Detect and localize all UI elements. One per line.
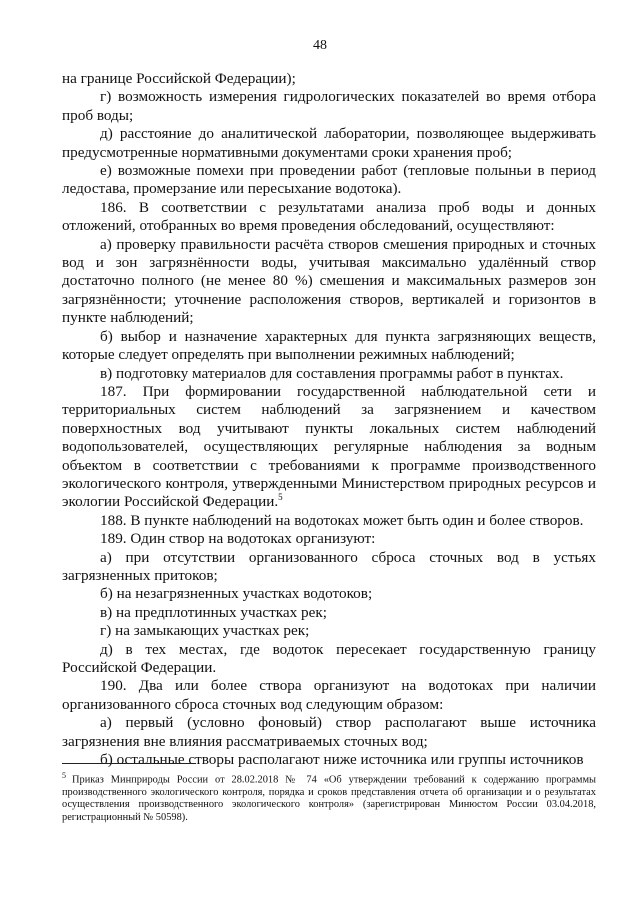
paragraph-189-b: б) на незагрязненных участках водотоков; (100, 585, 373, 603)
paragraph-189-a: а) при отсутствии организованного сброса сточных вод в устьях загрязненных притоков; (62, 548, 596, 584)
paragraph-item-g: г) возможность измерения гидрологических показателей во время отбора проб воды; (62, 88, 596, 124)
paragraph-186-a: а) проверку правильности расчёта створов смешения природных и сточных вод и зон загрязнённости воды, учитывая максимально удалённый створ достаточно полного (не менее 80 %) смешения и максимальных размеров зон загрязнённости; уточнение расположения створов, вертикалей и горизонтов в пункте наблюдений; (62, 235, 596, 327)
paragraph-188: 188. В пункте наблюдений на водотоках может быть один и более створов. (100, 511, 584, 529)
footnote-marker: 5 (62, 771, 66, 780)
paragraph-item-e: е) возможные помехи при проведении работ (тепловые полыньи в период ледостава, промерзание или пересыхание водотока). (62, 162, 596, 198)
paragraph-190-b: б) остальные створы располагают ниже источника или группы источников (100, 751, 584, 769)
footnote-reference: 5 (278, 492, 283, 503)
paragraph-item-d: д) расстояние до аналитической лаборатории, позволяющее выдерживать предусмотренные нормативными документами сроки хранения проб; (62, 125, 596, 161)
body-text (62, 70, 596, 769)
paragraph-187 (62, 383, 596, 512)
paragraph-186: 186. В соответствии с результатами анализа проб воды и донных отложений, отобранных во время проведения обследований, осуществляют: (62, 198, 596, 235)
paragraph-189-g: г) на замыкающих участках рек; (100, 622, 310, 640)
page-number: 48 (313, 38, 327, 53)
paragraph-189-d: д) в тех местах, где водоток пересекает государственную границу Российской Федерации. (62, 640, 596, 676)
footnote (62, 770, 596, 824)
paragraph-189: 189. Один створ на водотоках организуют: (100, 530, 376, 548)
paragraph-continuation: на границе Российской Федерации); (62, 70, 296, 87)
paragraph-190-a: а) первый (условно фоновый) створ располагают выше источника загрязнения вне влияния рассматриваемых сточных вод; (62, 714, 596, 750)
footnote-text: Приказ Минприроды России от 28.02.2018 № 74 «Об утверждении требований к содержанию программы производственного экологического контроля, порядка и сроков представления отчета об организации и о результатах осуществления производственного экологического контроля» (зарегистрирован Минюстом России 03.04.2018, регистрационный № 50598). (62, 774, 596, 823)
paragraph-186-v: в) подготовку материалов для составления программы работ в пунктах. (100, 364, 564, 382)
paragraph-190: 190. Два или более створа организуют на водотоках при наличии организованного сброса сточных вод следующим образом: (62, 677, 596, 713)
paragraph-187-text: 187. При формировании государственной наблюдательной сети и территориальных систем наблюдений за загрязнением и качеством поверхностных вод учитывают пункты локальных систем наблюдений водопользователей, осуществляющих регулярные наблюдения за водным объектом в соответствии с требованиями к программе производственного экологического контроля, утвержденными Министерством природных ресурсов и экологии Российской Федерации. (62, 382, 596, 511)
paragraph-189-v: в) на предплотинных участках рек; (100, 603, 327, 621)
paragraph-186-b: б) выбор и назначение характерных для пункта загрязняющих веществ, которые следует определять при выполнении режимных наблюдений; (62, 327, 596, 364)
footnote-divider (62, 763, 196, 764)
